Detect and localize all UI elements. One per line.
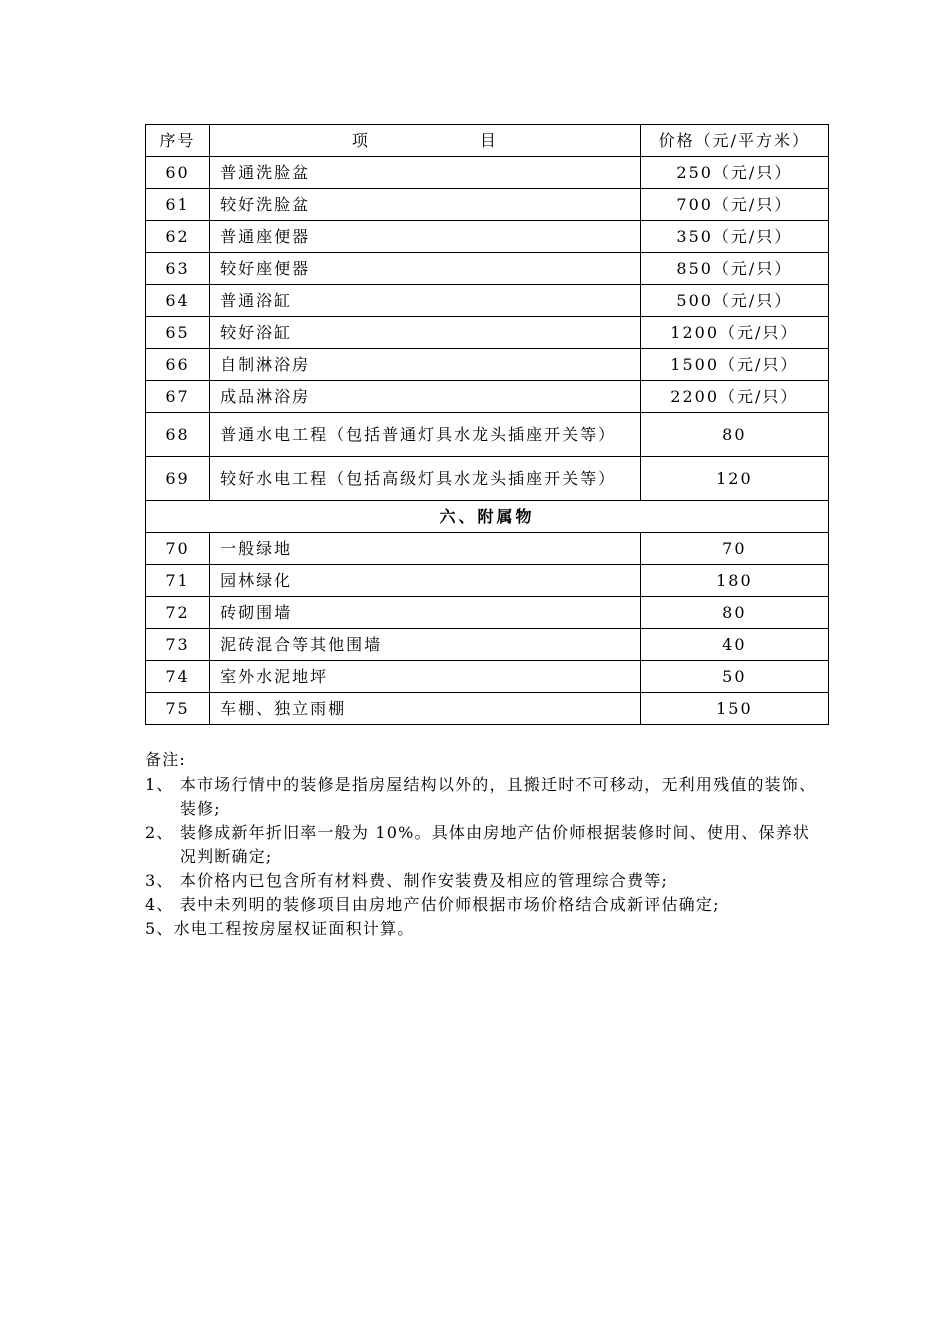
cell-item: 普通洗脸盆: [210, 157, 641, 189]
cell-item: 普通浴缸: [210, 285, 641, 317]
section-row: [146, 501, 829, 533]
header-item-part1: 项: [351, 130, 370, 150]
table-row: [146, 221, 829, 253]
cell-no: 64: [146, 285, 210, 317]
cell-price: 1200（元/只）: [640, 317, 828, 349]
note-item: [145, 773, 825, 821]
cell-price: 1500（元/只）: [640, 349, 828, 381]
header-price: 价格（元/平方米）: [640, 125, 828, 157]
table-row: [146, 457, 829, 501]
cell-item: 较好洗脸盆: [210, 189, 641, 221]
cell-price: 40: [640, 629, 828, 661]
cell-price: 80: [640, 413, 828, 457]
cell-no: 61: [146, 189, 210, 221]
cell-item: 较好水电工程（包括高级灯具水龙头插座开关等）: [210, 457, 641, 501]
table-body-fixtures: [146, 157, 829, 501]
header-no: 序号: [146, 125, 210, 157]
cell-no: 73: [146, 629, 210, 661]
table-row: [146, 533, 829, 565]
table-header-row: [146, 125, 829, 157]
note-text: 本市场行情中的装修是指房屋结构以外的，且搬迁时不可移动，无利用残值的装饰、装修;: [179, 775, 817, 818]
cell-no: 75: [146, 693, 210, 725]
cell-price: 80: [640, 597, 828, 629]
note-text: 装修成新年折旧率一般为 10%。具体由房地产估价师根据装修时间、使用、保养状况判断确定;: [179, 823, 811, 866]
cell-no: 71: [146, 565, 210, 597]
table-row: [146, 253, 829, 285]
table-row: [146, 597, 829, 629]
cell-item: 普通水电工程（包括普通灯具水龙头插座开关等）: [210, 413, 641, 457]
cell-no: 70: [146, 533, 210, 565]
cell-item: 自制淋浴房: [210, 349, 641, 381]
note-number: 4、: [145, 895, 180, 914]
table-row: [146, 661, 829, 693]
cell-price: 700（元/只）: [640, 189, 828, 221]
note-number: 3、: [145, 871, 180, 890]
table-row: [146, 285, 829, 317]
note-item: [145, 869, 825, 893]
note-text: 表中未列明的装修项目由房地产估价师根据市场价格结合成新评估确定;: [179, 895, 720, 914]
cell-no: 74: [146, 661, 210, 693]
table-row: [146, 413, 829, 457]
cell-item: 普通座便器: [210, 221, 641, 253]
table-row: [146, 189, 829, 221]
cell-no: 60: [146, 157, 210, 189]
cell-price: 150: [640, 693, 828, 725]
cell-price: 250（元/只）: [640, 157, 828, 189]
cell-price: 180: [640, 565, 828, 597]
table-row: [146, 629, 829, 661]
note-text: 本价格内已包含所有材料费、制作安装费及相应的管理综合费等;: [179, 871, 669, 890]
cell-item: 较好座便器: [210, 253, 641, 285]
price-table: [145, 124, 829, 725]
cell-item: 较好浴缸: [210, 317, 641, 349]
note-number: 2、: [145, 823, 180, 842]
table-row: [146, 693, 829, 725]
cell-item: 室外水泥地坪: [210, 661, 641, 693]
cell-item: 泥砖混合等其他围墙: [210, 629, 641, 661]
cell-price: 120: [640, 457, 828, 501]
header-item-part2: 目: [479, 130, 498, 150]
cell-item: 园林绿化: [210, 565, 641, 597]
cell-item: 一般绿地: [210, 533, 641, 565]
header-item: [210, 125, 641, 157]
cell-price: 350（元/只）: [640, 221, 828, 253]
cell-no: 66: [146, 349, 210, 381]
note-item: [145, 821, 825, 869]
cell-no: 63: [146, 253, 210, 285]
cell-price: 2200（元/只）: [640, 381, 828, 413]
table-row: [146, 381, 829, 413]
cell-item: 车棚、独立雨棚: [210, 693, 641, 725]
note-number: 1、: [145, 775, 180, 794]
cell-no: 62: [146, 221, 210, 253]
section-title: 六、附属物: [146, 501, 829, 533]
cell-price: 50: [640, 661, 828, 693]
note-text: 水电工程按房屋权证面积计算。: [173, 919, 415, 938]
cell-price: 500（元/只）: [640, 285, 828, 317]
notes: [145, 748, 825, 941]
cell-no: 67: [146, 381, 210, 413]
cell-price: 70: [640, 533, 828, 565]
table-row: [146, 349, 829, 381]
cell-no: 72: [146, 597, 210, 629]
cell-no: 65: [146, 317, 210, 349]
cell-no: 68: [146, 413, 210, 457]
cell-no: 69: [146, 457, 210, 501]
table-section: [146, 501, 829, 533]
table-row: [146, 565, 829, 597]
notes-title: 备注:: [145, 750, 186, 769]
note-number: 5、: [145, 919, 174, 938]
table-row: [146, 317, 829, 349]
note-item: [145, 893, 825, 917]
note-item: [145, 917, 825, 941]
cell-item: 成品淋浴房: [210, 381, 641, 413]
cell-item: 砖砌围墙: [210, 597, 641, 629]
table-row: [146, 157, 829, 189]
notes-list: [145, 773, 825, 941]
table-body-attachments: [146, 533, 829, 725]
cell-price: 850（元/只）: [640, 253, 828, 285]
